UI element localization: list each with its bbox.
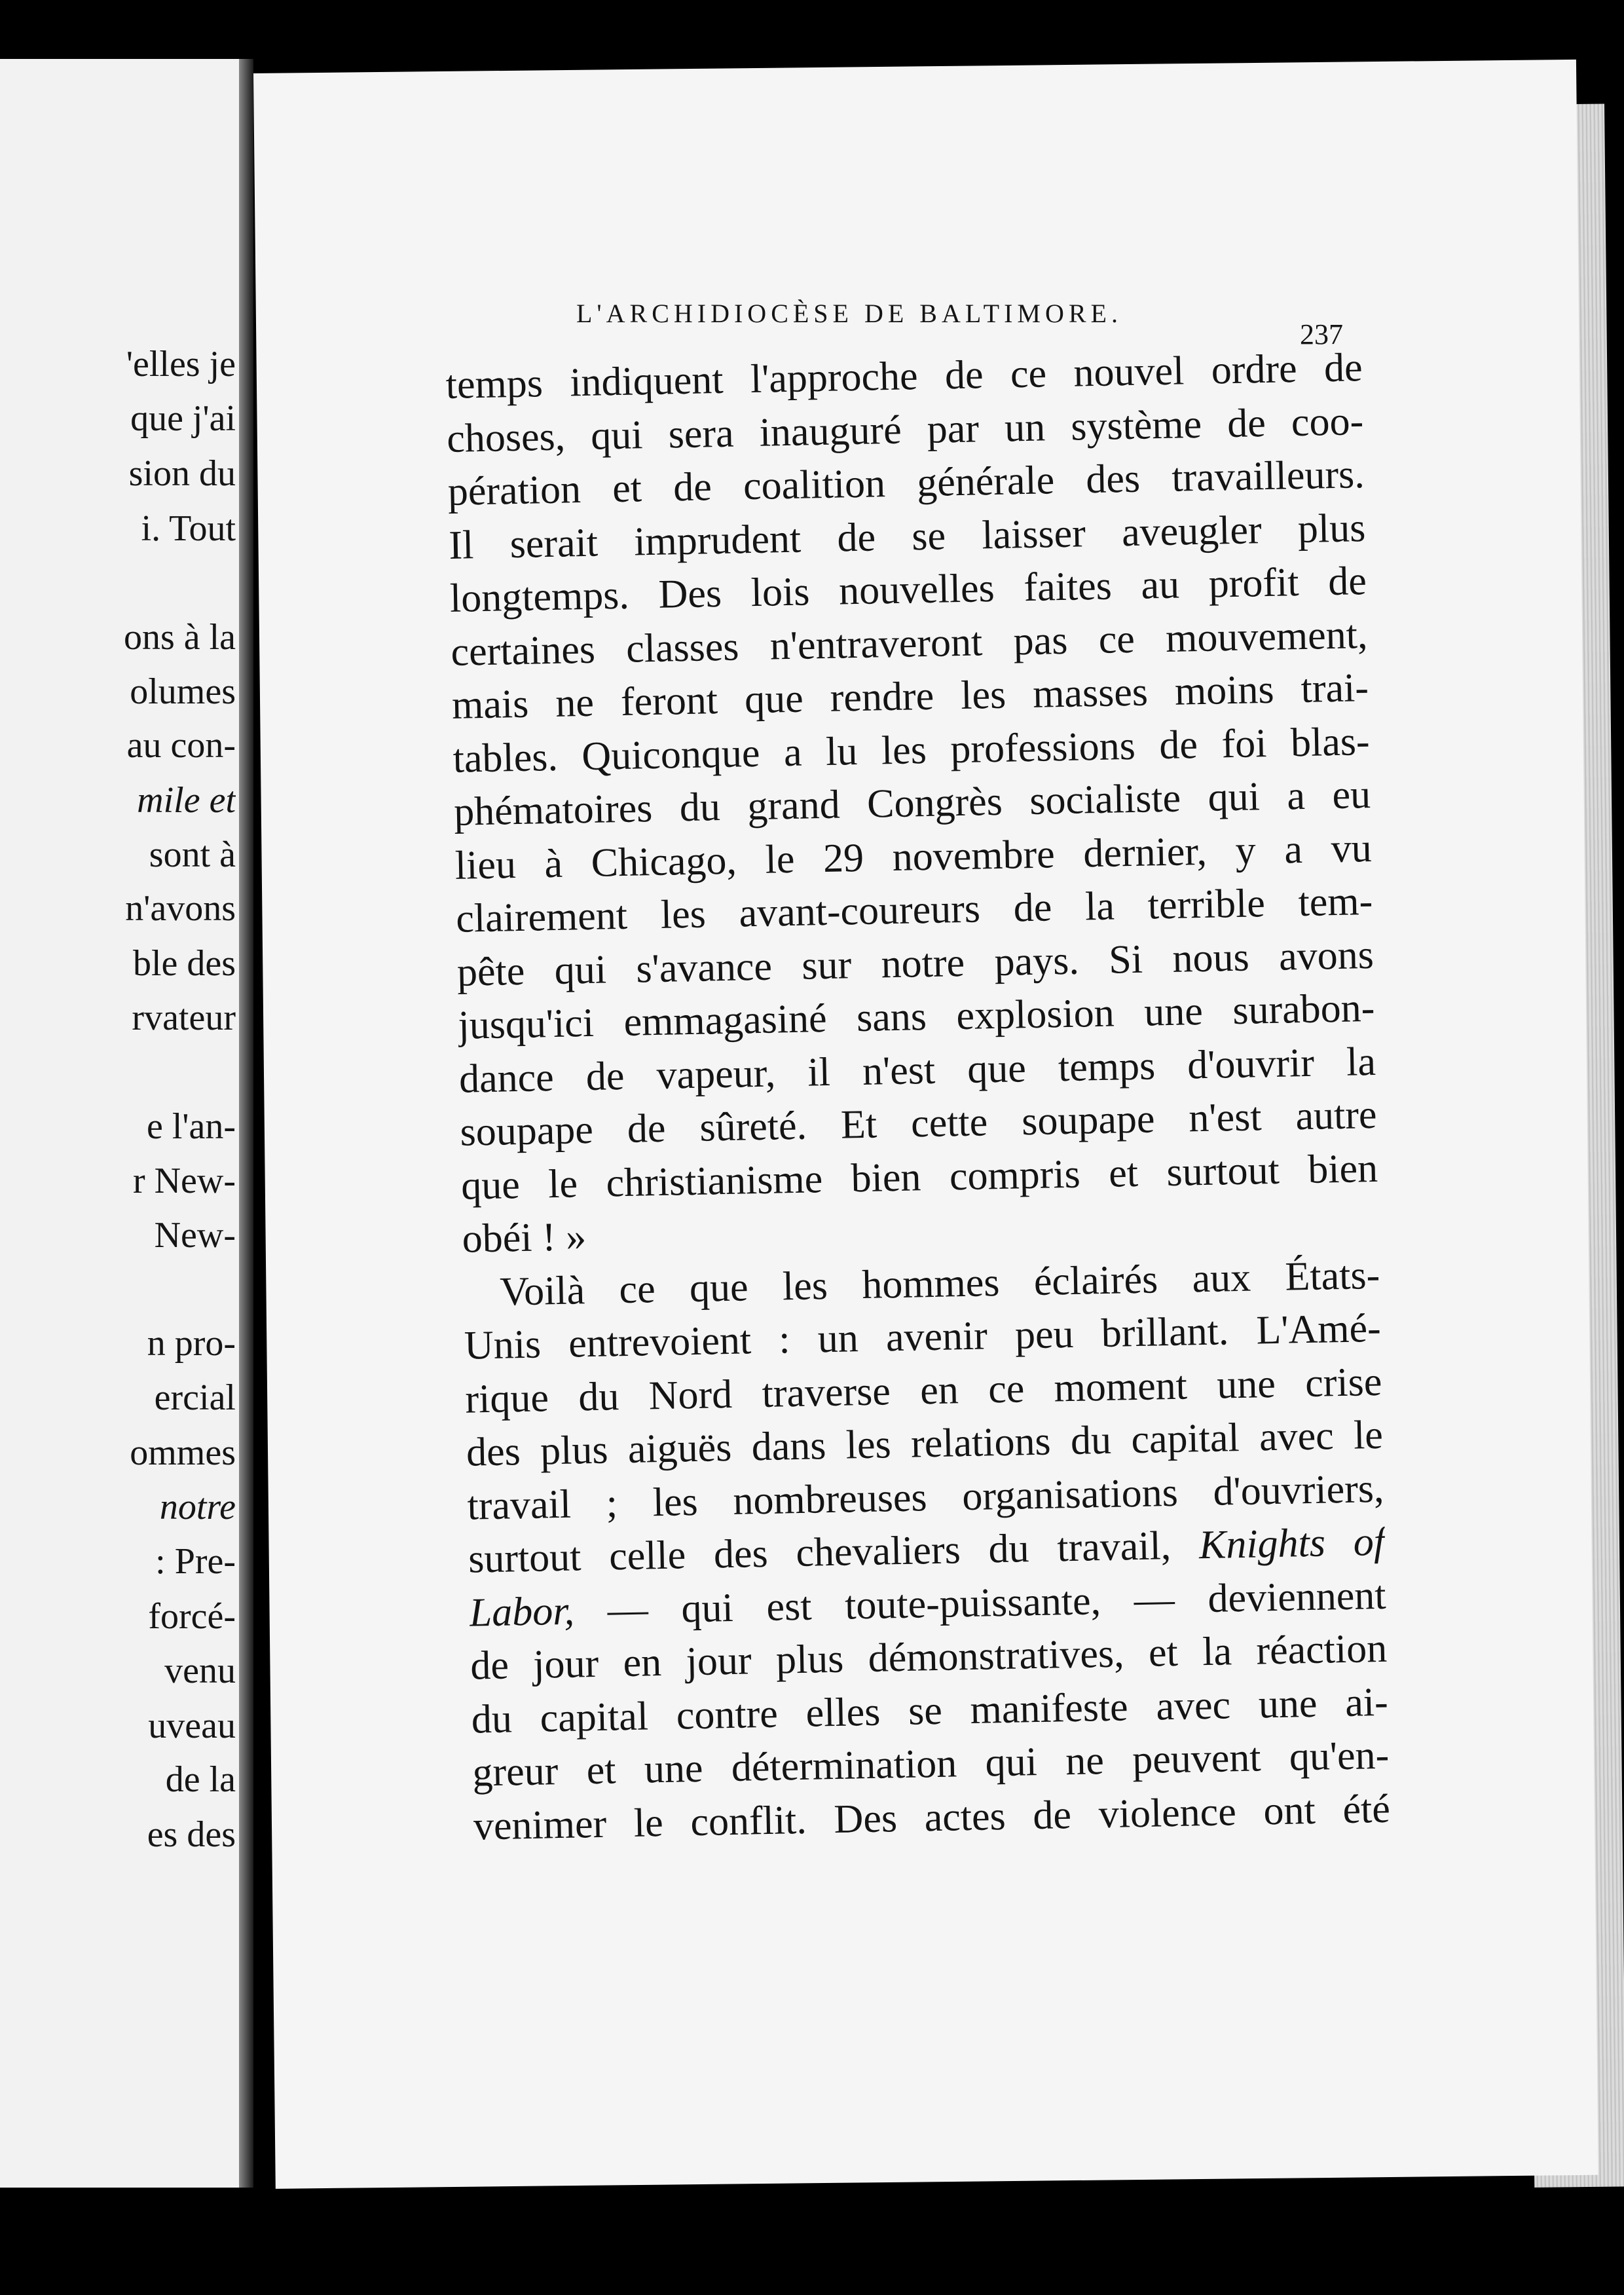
- text-line: rique du Nord traverse en ce moment une crise: [464, 1359, 1382, 1422]
- text-span: — qui est toute-puissante, — deviennent: [574, 1573, 1387, 1633]
- text-line: dance de vapeur, il n'est que temps d'ouvrir la: [458, 1039, 1376, 1102]
- left-fragment: ercial: [154, 1377, 236, 1418]
- text-line: des plus aiguës dans les relations du capital avec le: [466, 1412, 1384, 1475]
- left-fragment: sion du: [128, 453, 236, 494]
- left-fragment: New-: [154, 1215, 236, 1256]
- left-fragment: i. Tout: [141, 508, 236, 549]
- left-fragment: venu: [164, 1651, 236, 1691]
- text-line: longtemps. Des lois nouvelles faites au profit de: [449, 559, 1367, 621]
- running-head: L'ARCHIDIOCÈSE DE BALTIMORE.: [576, 299, 1122, 328]
- italic-span: Knights of: [1198, 1519, 1386, 1568]
- gutter-shadow: [239, 59, 253, 2188]
- left-fragment: rvateur: [132, 998, 236, 1038]
- text-line: clairement les avant-coureurs de la terrible tem-: [455, 878, 1373, 941]
- left-fragment: ons à la: [123, 617, 236, 658]
- text-span: surtout celle des chevaliers du travail,: [468, 1523, 1200, 1582]
- left-fragment: olumes: [130, 671, 236, 712]
- left-fragment: que j'ai: [130, 398, 236, 439]
- left-fragment: n'avons: [125, 888, 236, 929]
- left-fragment: r New-: [132, 1161, 236, 1201]
- text-line: Unis entrevoient : un avenir peu brillant. L'Amé-: [464, 1305, 1382, 1368]
- text-line: certaines classes n'entraveront pas ce mouvement,: [450, 612, 1368, 675]
- left-fragment: 'elles je: [126, 344, 236, 384]
- text-line: lieu à Chicago, le 29 novembre dernier, y a vu: [454, 825, 1373, 888]
- text-line: de jour en jour plus démonstratives, et la réaction: [470, 1626, 1388, 1689]
- left-fragment: au con-: [126, 725, 236, 766]
- body-text: [445, 341, 1391, 1853]
- left-fragment: uveau: [148, 1706, 236, 1746]
- left-fragment: ommes: [130, 1432, 236, 1473]
- text-line: du capital contre elles se manifeste avec une ai-: [471, 1679, 1389, 1742]
- text-line: que le christianisme bien compris et surtout bien: [460, 1146, 1378, 1208]
- text-line: venimer le conflit. Des actes de violence ont été: [473, 1786, 1391, 1849]
- text-line: jusqu'ici emmagasiné sans explosion une surabon-: [457, 985, 1375, 1048]
- left-fragment: n pro-: [147, 1323, 236, 1364]
- text-line: Il serait imprudent de se laisser aveugler plus: [448, 505, 1366, 568]
- text-line: choses, qui sera inauguré par un système de coo-: [446, 398, 1364, 461]
- text-line: pête qui s'avance sur notre pays. Si nous avons: [456, 932, 1375, 995]
- left-fragment: mile et: [137, 780, 236, 821]
- left-fragment: e l'an-: [146, 1106, 236, 1147]
- text-line: phématoires du grand Congrès socialiste qui a eu: [453, 772, 1371, 834]
- left-fragment: forcé-: [148, 1596, 236, 1637]
- left-fragment: sont à: [149, 834, 236, 875]
- text-line: Voilà ce que les hommes éclairés aux États-: [499, 1252, 1380, 1315]
- text-line: temps indiquent l'approche de ce nouvel ordre de: [445, 345, 1363, 407]
- italic-span: Labor,: [469, 1588, 575, 1635]
- text-line: obéi ! »: [462, 1214, 587, 1261]
- text-line: pération et de coalition générale des travailleurs.: [447, 452, 1365, 514]
- page-number: 237: [1300, 318, 1343, 350]
- left-fragment: notre: [159, 1487, 236, 1527]
- left-fragment: es des: [147, 1814, 236, 1855]
- text-line: travail ; les nombreuses organisations d'ouvriers,: [466, 1466, 1385, 1529]
- left-page: [0, 59, 239, 2188]
- text-line: soupape de sûreté. Et cette soupape n'est autre: [460, 1092, 1378, 1155]
- left-fragment: : Pre-: [155, 1541, 236, 1582]
- left-fragment: ble des: [132, 943, 236, 984]
- text-line: mais ne feront que rendre les masses moins trai-: [451, 665, 1369, 728]
- text-line: tables. Quiconque a lu les professions de foi blas-: [452, 718, 1371, 781]
- left-fragment: de la: [165, 1759, 236, 1800]
- text-line: greur et une détermination qui ne peuvent qu'en-: [471, 1732, 1390, 1795]
